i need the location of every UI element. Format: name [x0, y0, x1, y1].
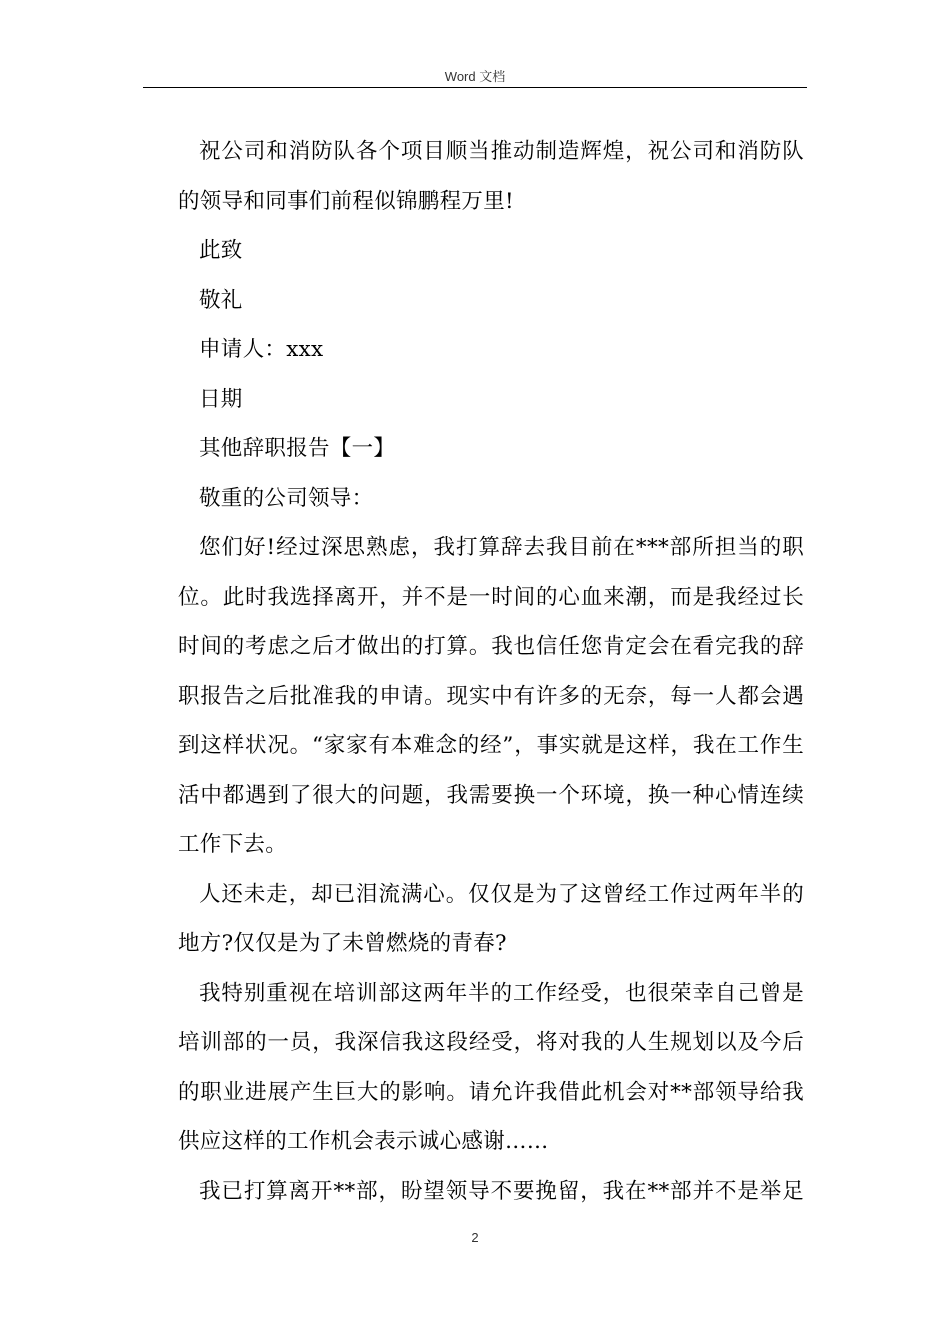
page-header — [0, 66, 950, 85]
paragraph-date: 日期 — [199, 386, 243, 412]
paragraph-body-3: 我特别重视在培训部这两年半的工作经受，也很荣幸自己曾是培训部的一员，我深信我这段经受，将对我的人生规划以及今后的职业进展产生巨大的影响。请允许我借此机会对**部领导给我供应这样的工作机会表示诚心感谢…… — [178, 980, 804, 1154]
page-number: 2 — [471, 1230, 479, 1245]
header-divider — [143, 87, 807, 88]
paragraph-applicant: 申请人：xxx — [199, 337, 324, 362]
paragraph-greeting: 敬重的公司领导： — [199, 485, 374, 511]
paragraph-salutation-1: 此致 — [199, 238, 243, 263]
paragraph-body-1: 您们好!经过深思熟虑，我打算辞去我目前在***部所担当的职位。此时我选择离开，并不是一时间的心血来潮，而是我经过长时间的考虑之后才做出的打算。我也信任您肯定会在看完我的辞职报告之后批准我的申请。现实中有许多的无奈，每一人都会遇到这样状况。“家家有本难念的经”，事实就是这样，我在工作生活中都遇到了很大的问题，我需要换一个环境，换一种心情连续工作下去。 — [178, 535, 804, 857]
paragraph-body-4: 我已打算离开**部，盼望领导不要挽留，我在**部并不是举足 — [199, 1178, 804, 1204]
paragraph-body-2: 人还未走，却已泪流满心。仅仅是为了这曾经工作过两年半的地方?仅仅是为了未曾燃烧的青春? — [178, 881, 804, 956]
header-title: Word 文档 — [444, 69, 506, 84]
page-footer — [0, 1230, 950, 1245]
section-heading: 其他辞职报告【一】 — [199, 436, 396, 461]
paragraph-salutation-2: 敬礼 — [199, 287, 243, 313]
paragraph-wishes: 祝公司和消防队各个项目顺当推动制造辉煌，祝公司和消防队的领导和同事们前程似锦鹏程万里! — [178, 139, 804, 214]
document-body — [178, 127, 804, 1216]
